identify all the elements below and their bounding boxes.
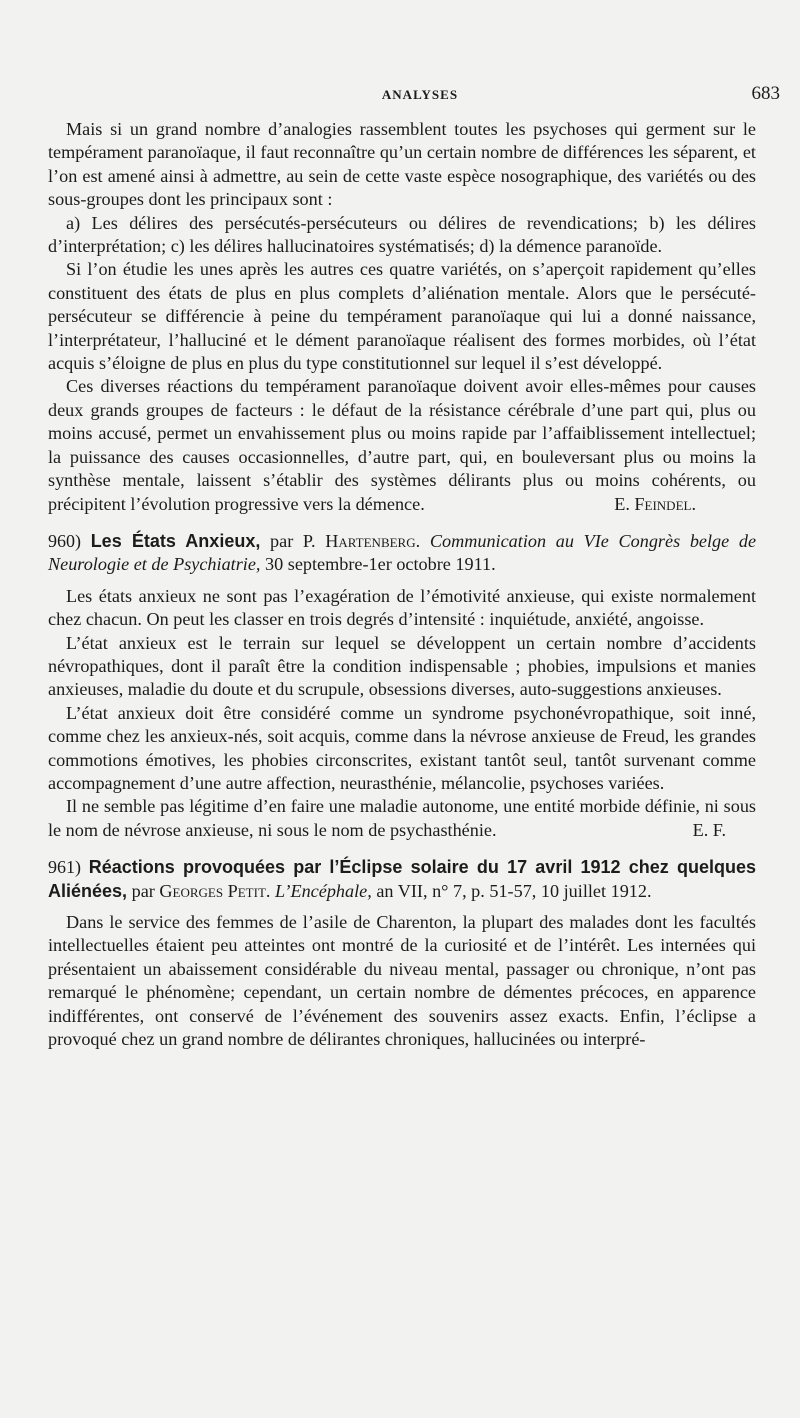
heading-gap-2: [48, 903, 756, 911]
entry-961-author: Georges Petit.: [159, 880, 271, 901]
intro-paragraph-4: [48, 375, 756, 515]
entry-961-paragraph-1: Dans le service des femmes de l’asile de Charenton, la plupart des malades dont les facultés intellectuelles étaient peu atteintes ont montré de la curiosité et de l’intérêt. Les internées qui présentaient un abaissement considérable du niveau mental, passager ou chronique, n’ont pas remarqué le phénomène; cependant, un certain nombre de démentes précoces, en apparence indifférentes, ont conservé de l’événement des souvenirs assez exacts. Enfin, l’éclipse a provoqué chez un grand nombre de délirantes chroniques, hallucinées ou interpré-: [48, 912, 756, 1050]
entry-960-paragraph-1: Les états anxieux ne sont pas l’exagération de l’émotivité anxieuse, qui existe normalement chez chacun. On peut les classer en trois degrés d’intensité : inquiétude, anxiété, angoisse.: [48, 585, 756, 630]
section-gap: [48, 516, 756, 530]
entry-960-number: 960): [48, 530, 81, 551]
entry-960-paragraph-3: L’état anxieux doit être considéré comme un syndrome psychonévropathique, soit inné, comme chez les anxieux-nés, soit acquis, comme dans la névrose anxieuse de Freud, les grandes commotions émotives, les phobies circonscrites, existant tantôt seul, tantôt survenant comme accompagnement d’une autre affection, neurasthénie, mélancolie, psychoses variées.: [48, 702, 756, 793]
entry-961-by: par: [131, 880, 155, 901]
page-number: 683: [751, 83, 780, 104]
section-gap-2: [48, 842, 756, 856]
entry-960-heading: [48, 530, 756, 577]
entry-960-by: par P.: [270, 530, 316, 551]
entry-960-title: Les États Anxieux,: [90, 530, 261, 551]
entry-961-citation: an VII, n° 7, p. 51-57, 10 juillet 1912.: [376, 880, 652, 901]
signature-feindel: E. Feindel.: [614, 493, 696, 514]
entry-960-paragraph-4: [48, 795, 756, 842]
entry-960-author: Hartenberg.: [325, 530, 421, 551]
intro-paragraph-2: a) Les délires des persécutés-persécuteurs ou délires de revendications; b) les délires d’interprétation; c) les délires hallucinatoires systématisés; d) la démence paranoïde.: [48, 212, 756, 257]
entry-960-paragraph-4-text: Il ne semble pas légitime d’en faire une maladie autonome, une entité morbide définie, ni sous le nom de névrose anxieuse, ni sous le nom de psychasthénie.: [48, 796, 756, 840]
running-head: [60, 83, 780, 107]
entry-960-source: Communication au VIe Congrès belge de Neurologie et de Psychiatrie,: [48, 530, 757, 575]
entry-961-number: 961): [48, 857, 81, 878]
intro-paragraph-3: Si l’on étudie les unes après les autres ces quatre variétés, on s’aperçoit rapidement qu’elles constituent des états de plus en plus complets d’aliénation mentale. Alors que le persécuté-persécuteur se différencie à peine du tempérament paranoïaque qui lui a donné naissance, l’interprétateur, l’halluciné et le dément paranoïaque réalisent des formes morbides, où l’état acquis s’éloigne de plus en plus du type constitutionnel sur lequel il s’est développé.: [48, 259, 756, 374]
entry-961-heading: [48, 856, 756, 903]
entry-961-journal: L’Encéphale,: [274, 880, 372, 901]
entry-961-title: Réactions provoquées par l’Éclipse solaire du 17 avril 1912 chez quelques Aliénées,: [48, 857, 756, 901]
running-head-title: ANALYSES: [381, 87, 459, 102]
intro-paragraph-4-text: Ces diverses réactions du tempérament paranoïaque doivent avoir elles-mêmes pour causes deux grands groupes de facteurs : le défaut de la résistance cérébrale d’une part qui, plus ou moins accusé, permet un envahissement plus ou moins rapide par l’affaiblissement intellectuel; la puissance des causes occasionnelles, d’autre part, qui, en bouleversant plus ou moins la synthèse mentale, laissent s’établir des systèmes délirants plus ou moins cohérents, ou précipitent l’évolution progressive vers la démence.: [48, 376, 756, 514]
signature-ef: E. F.: [692, 819, 726, 840]
entry-960-paragraph-2: L’état anxieux est le terrain sur lequel se développent un certain nombre d’accidents névropathiques, dont il paraît être la condition indispensable ; phobies, impulsions et manies anxieuses, maladie du doute et du scrupule, obsessions diverses, auto-suggestions anxieuses.: [48, 632, 756, 700]
heading-gap: [48, 577, 756, 585]
intro-paragraph-1: Mais si un grand nombre d’analogies rassemblent toutes les psychoses qui germent sur le tempérament paranoïaque, il faut reconnaître qu’un certain nombre de différences les séparent, et l’on est amené ainsi à admettre, au sein de cette vaste espèce nosographique, des variétés ou des sous-groupes dont les principaux sont :: [48, 119, 756, 210]
entry-960-date: 30 septembre-1er octobre 1911.: [265, 554, 496, 575]
body-text: [48, 118, 756, 1051]
